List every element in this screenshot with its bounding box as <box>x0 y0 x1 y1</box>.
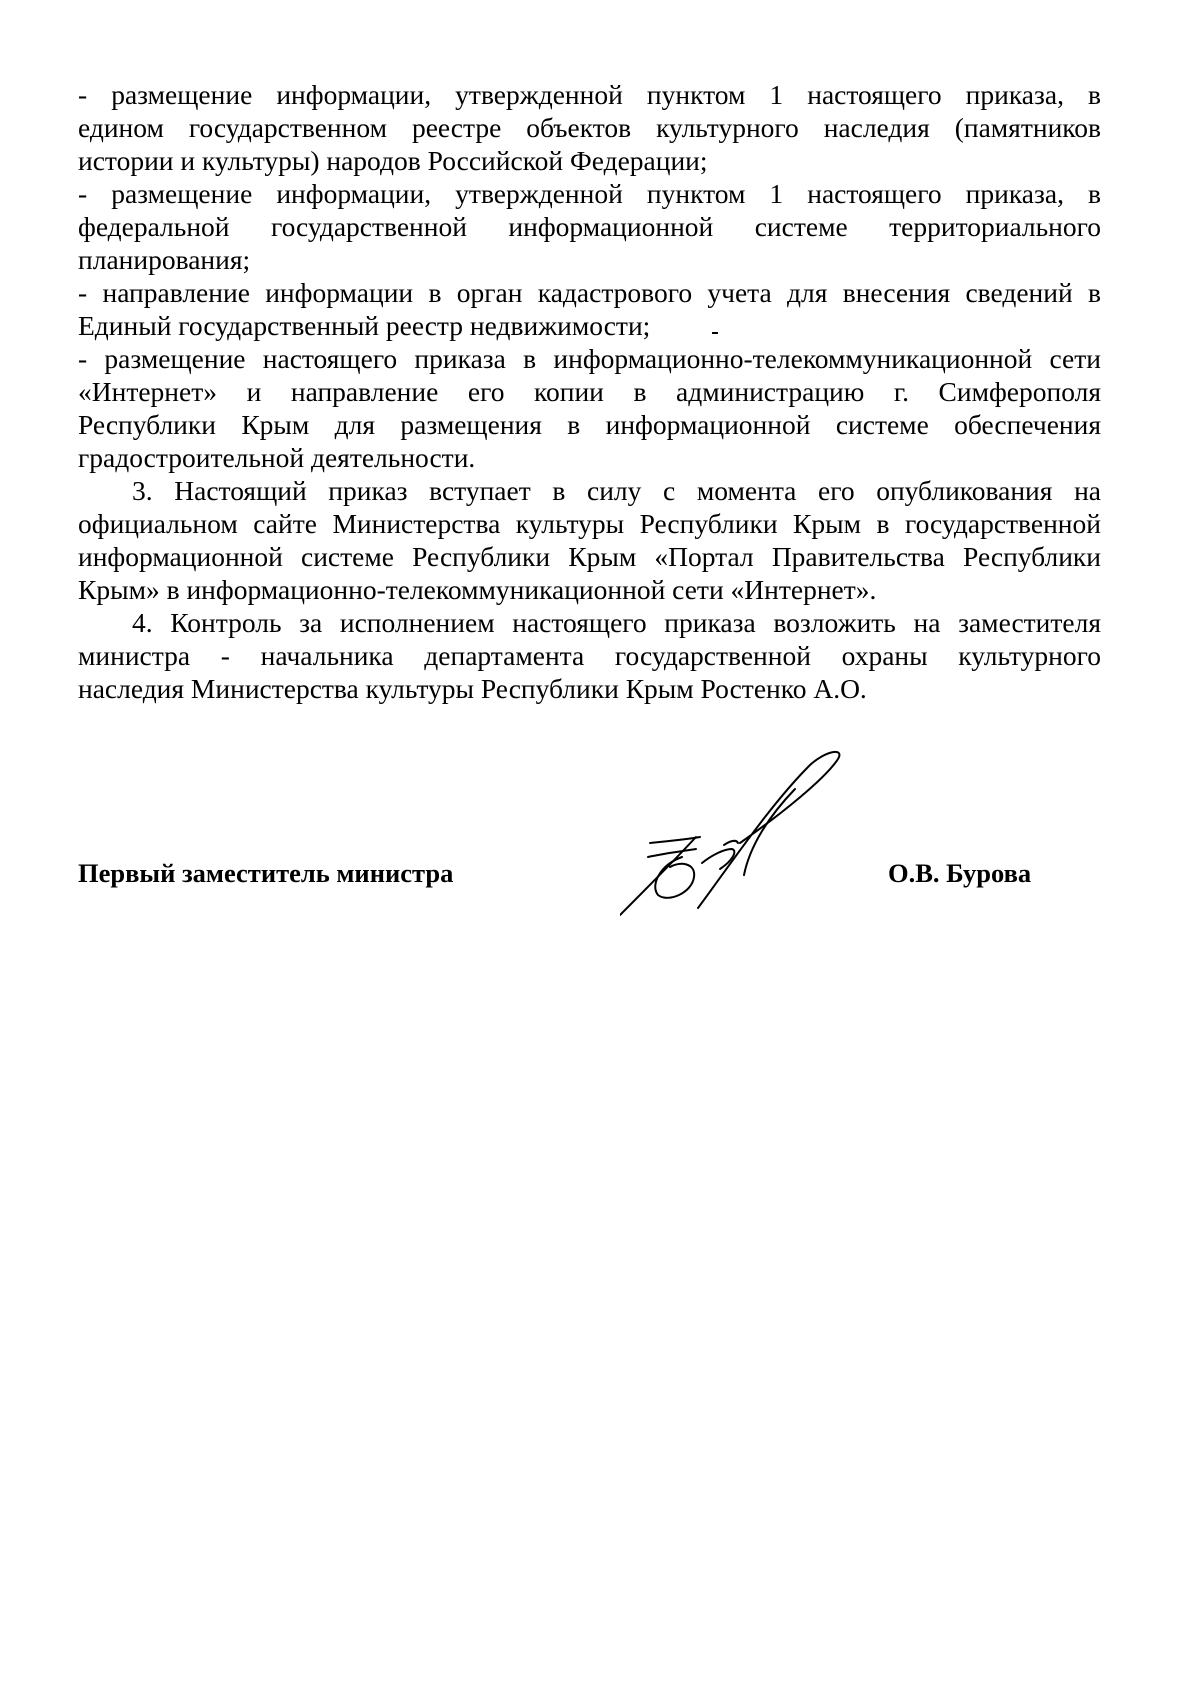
text-line: информационной системе Республики Крым «Портал Правительства Республики <box>78 541 1101 572</box>
handwritten-signature <box>620 745 890 925</box>
stray-scan-mark <box>712 332 718 334</box>
text-line: «Интернет» и направление его копии в администрацию г. Симферополя <box>78 376 1101 407</box>
text-line: градостроительной деятельности. <box>78 442 476 473</box>
text-line: Республики Крым для размещения в информационной системе обеспечения <box>78 409 1101 440</box>
signatory-name: О.В. Бурова <box>888 858 1032 888</box>
text-line: - направление информации в орган кадастрового учета для внесения сведений в <box>78 277 1101 308</box>
text-line: истории и культуры) народов Российской Федерации; <box>78 145 708 176</box>
paragraph-4-first-line: 4. Контроль за исполнением настоящего приказа возложить на заместителя <box>132 607 1101 638</box>
paragraph-3-first-line: 3. Настоящий приказ вступает в силу с момента его опубликования на <box>132 475 1101 506</box>
text-line: Крым» в информационно-телекоммуникационной сети «Интернет». <box>78 574 877 605</box>
text-line: министра - начальника департамента государственной охраны культурного <box>78 640 1101 671</box>
text-line: - размещение информации, утвержденной пунктом 1 настоящего приказа, в <box>78 178 1101 209</box>
text-line: - размещение настоящего приказа в информационно-телекоммуникационной сети <box>78 343 1101 374</box>
text-line: наследия Министерства культуры Республики Крым Ростенко А.О. <box>78 673 867 704</box>
text-line: - размещение информации, утвержденной пунктом 1 настоящего приказа, в <box>78 79 1101 110</box>
signatory-title: Первый заместитель министра <box>78 858 454 888</box>
text-line: планирования; <box>78 244 251 275</box>
text-line-content: Единый государственный реестр недвижимости; <box>78 310 651 341</box>
text-line: едином государственном реестре объектов культурного наследия (памятников <box>78 112 1101 143</box>
document-body <box>78 78 1101 705</box>
text-line-with-mark <box>78 309 1101 342</box>
text-line: официальном сайте Министерства культуры Республики Крым в государственной <box>78 508 1101 539</box>
text-line: федеральной государственной информационной системе территориального <box>78 211 1101 242</box>
